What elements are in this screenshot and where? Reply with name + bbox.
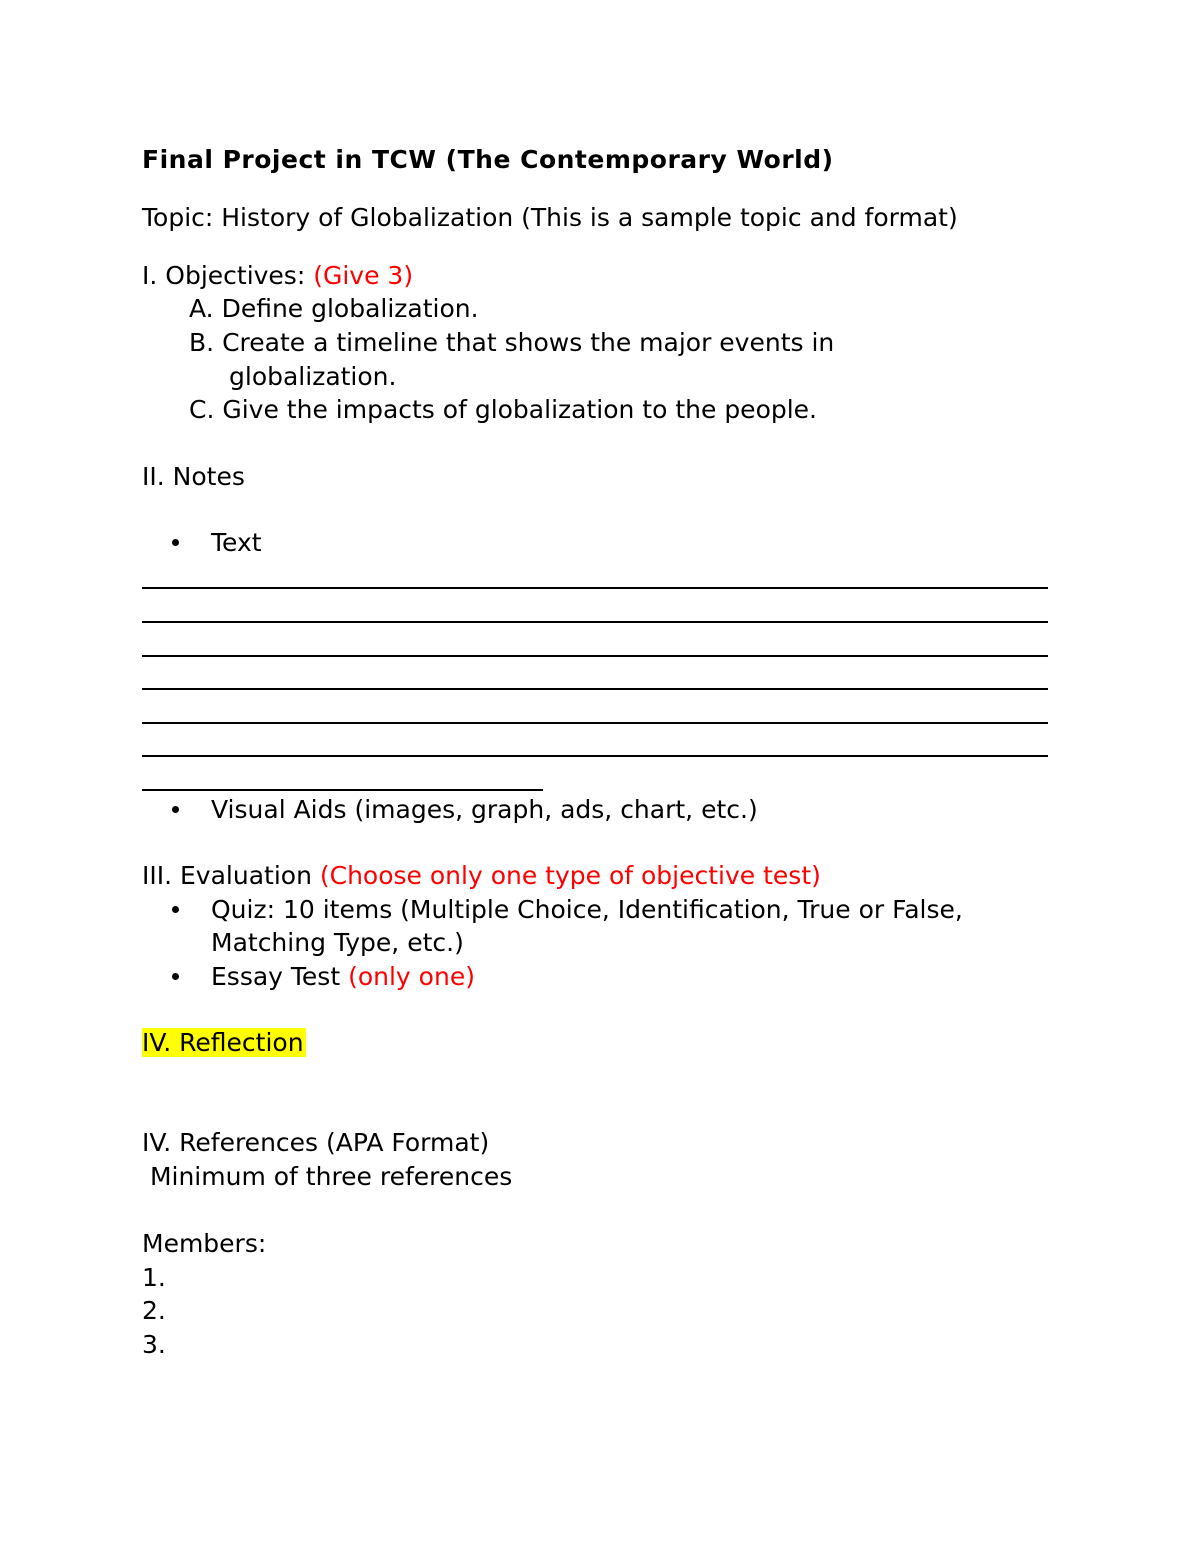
evaluation-note: (Choose only one type of objective test) (319, 861, 821, 890)
evaluation-bullet-essay (172, 960, 475, 994)
objective-item-b-continued: globalization. (229, 362, 397, 391)
writing-line (142, 789, 543, 791)
objective-item-b (189, 326, 834, 360)
evaluation-bullet-quiz (172, 893, 963, 927)
notes-bullet-visual (172, 793, 758, 827)
evaluation-heading (142, 859, 821, 893)
bullet-icon (172, 539, 179, 546)
objective-text: Give the impacts of globalization to the people. (222, 395, 818, 424)
objectives-heading-label: I. Objectives: (142, 261, 314, 290)
member-item: 3. (142, 1330, 166, 1359)
writing-line (142, 755, 1048, 757)
references-heading: IV. References (APA Format) (142, 1128, 490, 1157)
bullet-icon (172, 973, 179, 980)
members-heading: Members: (142, 1229, 267, 1258)
notes-bullet-visual-label: Visual Aids (images, graph, ads, chart, etc.) (211, 795, 758, 824)
reflection-heading-label: IV. Reflection (142, 1028, 304, 1057)
document-title: Final Project in TCW (The Contemporary World) (142, 145, 834, 174)
writing-line (142, 688, 1048, 690)
notes-bullet-text-label: Text (211, 528, 262, 557)
objective-item-c (189, 393, 817, 427)
writing-line (142, 587, 1048, 589)
objective-letter: C. (189, 395, 215, 424)
objectives-heading (142, 259, 413, 293)
notes-bullet-text (172, 526, 262, 560)
member-item: 1. (142, 1263, 166, 1292)
member-item: 2. (142, 1296, 166, 1325)
evaluation-quiz-line2: Matching Type, etc.) (211, 928, 464, 957)
objective-letter: B. (189, 328, 215, 357)
objective-letter: A. (189, 294, 214, 323)
evaluation-essay-note: (only one) (348, 962, 475, 991)
reflection-heading (142, 1026, 306, 1060)
writing-line (142, 722, 1048, 724)
bullet-icon (172, 806, 179, 813)
references-note: Minimum of three references (142, 1162, 513, 1191)
evaluation-quiz-line1: Quiz: 10 items (Multiple Choice, Identification, True or False, (211, 895, 963, 924)
bullet-icon (172, 906, 179, 913)
evaluation-essay-label: Essay Test (211, 962, 349, 991)
writing-line (142, 655, 1048, 657)
objective-text: Create a timeline that shows the major events in (222, 328, 835, 357)
objective-text: Define globalization. (221, 294, 479, 323)
writing-line (142, 621, 1048, 623)
objectives-note: (Give 3) (313, 261, 414, 290)
evaluation-heading-label: III. Evaluation (142, 861, 320, 890)
notes-heading: II. Notes (142, 462, 245, 491)
topic-line: Topic: History of Globalization (This is a sample topic and format) (142, 203, 958, 232)
objective-item-a (189, 292, 479, 326)
